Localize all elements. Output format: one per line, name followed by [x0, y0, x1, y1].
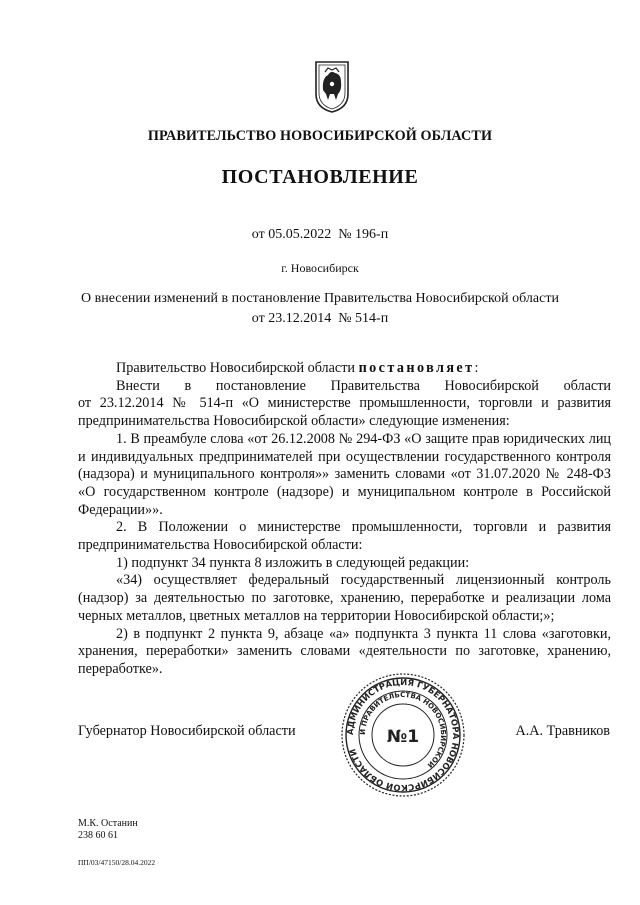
item-2-2: 2) в подпункт 2 пункта 9, абзаце «а» подпункта 3 пункта 11 слова «заготовки, хранения, переработки» заменить словами «деятельности по заготовке, хранению, переработке». — [78, 625, 611, 677]
document-body — [78, 360, 611, 679]
coat-of-arms-icon — [314, 60, 350, 114]
item-1: 1. В преамбуле слова «от 26.12.2008 № 294-ФЗ «О защите прав юридических лиц и индивидуальных предпринимателей при осуществлении государственного контроля (надзора) и муниципального контроля»» заменить словами «от 31.07.2020 № 248-ФЗ «О государственном контроле (надзоре) и муниципальном контроле в Российской Федерации»». — [78, 430, 611, 518]
intro-paragraph — [78, 360, 611, 378]
executor-phone: 238 60 61 — [78, 830, 118, 841]
seal-center-number: №1 — [386, 727, 420, 747]
city-label: г. Новосибирск — [281, 261, 359, 275]
signatory-name: А.А. Травников — [515, 723, 610, 739]
document-type-heading: ПОСТАНОВЛЕНИЕ — [221, 166, 419, 188]
item-2: 2. В Положении о министерстве промышленности, торговли и развития предпринимательства Новосибирской области: — [78, 519, 611, 554]
signatory-position: Губернатор Новосибирской области — [78, 723, 296, 739]
intro-end: : — [474, 360, 479, 376]
main-paragraph-rest: от 23.12.2014 № 514-п «О министерстве промышленности, торговли и развития предпринимательства Новосибирской области» следующие изменения: — [78, 395, 611, 430]
main-paragraph-line-1: Внести в постановление Правительства Новосибирской области — [116, 377, 611, 394]
item-2-1: 1) подпункт 34 пункта 8 изложить в следующей редакции: — [116, 554, 470, 571]
date-number: от 05.05.2022 № 196-п — [251, 227, 389, 242]
document-title — [40, 289, 600, 329]
document-reference: ПП/03/47150/28.04.2022 — [78, 858, 156, 867]
seal-inner-text: И ПРАВИТЕЛЬСТВА НОВОСИБИРСКОЙ — [358, 690, 448, 769]
title-line-1: О внесении изменений в постановление Правительства Новосибирской области — [81, 291, 559, 306]
organization-heading: ПРАВИТЕЛЬСТВО НОВОСИБИРСКОЙ ОБЛАСТИ — [147, 128, 493, 144]
official-seal — [340, 672, 466, 798]
intro-start: Правительство Новосибирской области — [116, 360, 359, 376]
executor-name: М.К. Останин — [78, 818, 138, 829]
seal-outer-text: АДМИНИСТРАЦИЯ ГУБЕРНАТОРА НОВОСИБИРСКОЙ ОБЛАСТИ — [344, 676, 462, 794]
item-2-1-quote: «34) осуществляет федеральный государственный лицензионный контроль (надзор) за деятельностью по заготовке, хранению, переработке и реализации лома черных металлов, цветных металлов на территории Новосибирской области;»; — [78, 572, 611, 624]
decree-word: постановляет — [358, 360, 475, 376]
title-line-2: от 23.12.2014 № 514-п — [251, 311, 389, 326]
